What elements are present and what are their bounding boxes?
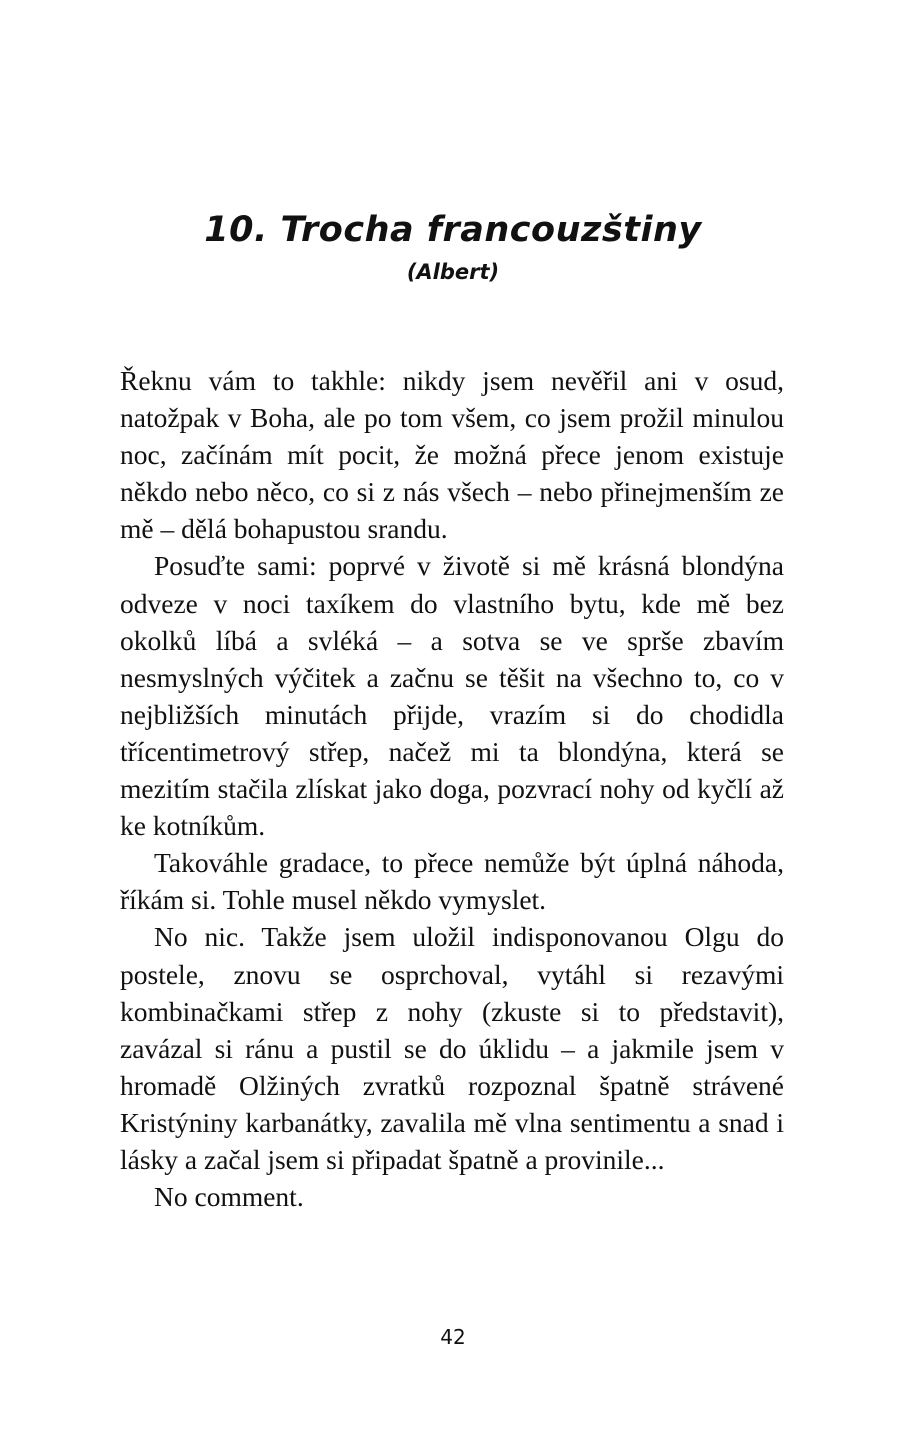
paragraph: No comment. — [154, 1181, 304, 1213]
paragraph: No nic. Takže jsem uložil indisponovanou Olgu do postele, znovu se osprchoval, vytáhl si rezavými kombinačkami střep z nohy (zkuste si to představit), zavázal si ránu a pustil se do úklidu – a jakmile jsem v hromadě Olžiných zvratků rozpoznal špatně strávené Kristýniny karbanátky, zavalila mě vlna sentimentu a snad i lásky a začal jsem si připadat špatně a provinile... — [120, 921, 784, 1175]
chapter-title: 10. Trocha francouzštiny — [204, 210, 702, 250]
paragraph: Řeknu vám to takhle: nikdy jsem nevěřil ani v osud, natožpak v Boha, ale po tom všem, co jsem prožil minulou noc, začínám mít pocit, že možná přece jenom existuje někdo nebo něco, co si z nás všech – nebo přinejmenším ze mě – dělá bohapustou srandu. — [120, 365, 784, 545]
page-number: 42 — [440, 1325, 466, 1349]
paragraph: Posuďte sami: poprvé v životě si mě krásná blondýna odveze v noci taxíkem do vlastního bytu, kde mě bez okolků líbá a svléká – a sotva se ve sprše zbavím nesmyslných výčitek a začnu se těšit na všechno to, co v nejbližších minutách přijde, vrazím si do chodidla třícentimetrový střep, načež mi ta blondýna, která se mezitím stačila zlískat jako doga, pozvrací nohy od kyčlí až ke kotníkům. — [120, 550, 784, 842]
chapter-subtitle: (Albert) — [406, 260, 500, 284]
paragraph: Takováhle gradace, to přece nemůže být úplná náhoda, říkám si. Tohle musel někdo vymyslet. — [120, 847, 784, 916]
body-text — [120, 362, 784, 1215]
